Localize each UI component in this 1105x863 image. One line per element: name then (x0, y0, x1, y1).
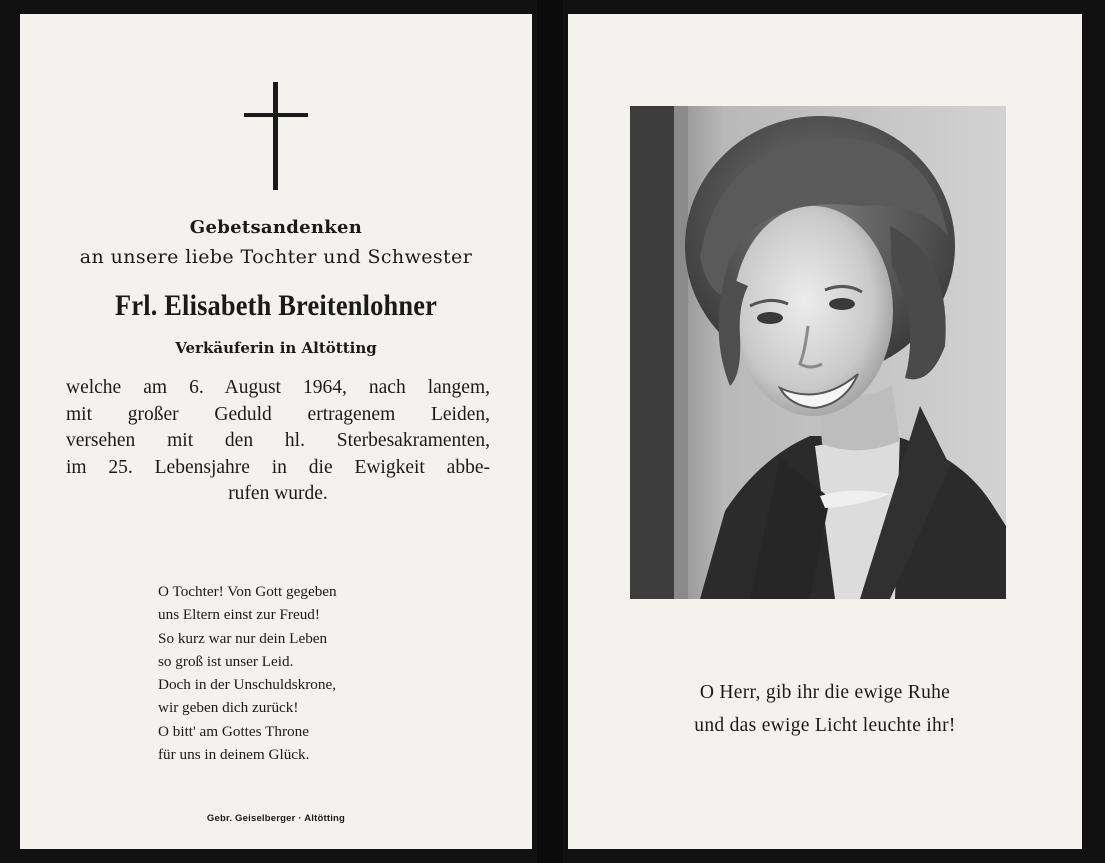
poem-line: für uns in deinem Glück. (158, 746, 310, 764)
obituary-line: rufen wurde. (228, 483, 328, 504)
obituary-line: welche am 6. August 1964, nach langem, (66, 377, 490, 398)
latin-cross-icon (244, 82, 308, 190)
card-fold-divider (537, 0, 563, 863)
right-card-page (568, 14, 1082, 849)
poem-line: uns Eltern einst zur Freud! (158, 606, 320, 624)
prayer-line: und das ewige Licht leuchte ihr! (694, 715, 956, 736)
poem-line: O bitt' am Gottes Throne (158, 722, 309, 740)
heading-gebetsandenken: Gebetsandenken (189, 217, 363, 238)
poem-line: So kurz war nur dein Leben (158, 629, 328, 647)
left-card-page (20, 14, 532, 849)
dedication-line: an unsere liebe Tochter und Schwester (79, 246, 473, 268)
occupation-line: Verkäuferin in Altötting (175, 339, 377, 357)
obituary-line: versehen mit den hl. Sterbesakramenten, (66, 430, 490, 451)
prayer-text (568, 676, 1082, 742)
prayer-line: O Herr, gib ihr die ewige Ruhe (699, 682, 951, 703)
obituary-line: im 25. Lebensjahre in die Ewigkeit abbe- (66, 456, 490, 478)
portrait-photo (630, 106, 1006, 599)
poem-line: wir geben dich zurück! (158, 699, 299, 717)
obituary-text (66, 375, 490, 508)
poem-line: Doch in der Unschuldskrone, (158, 676, 336, 694)
memorial-poem (158, 580, 337, 766)
printer-imprint: Gebr. Geiselberger · Altötting (206, 813, 346, 824)
deceased-name: Frl. Elisabeth Breitenlohner (115, 289, 437, 322)
obituary-line: mit großer Geduld ertragenem Leiden, (66, 403, 490, 425)
poem-line: so groß ist unser Leid. (158, 652, 294, 670)
poem-line: O Tochter! Von Gott gegeben (158, 583, 337, 600)
